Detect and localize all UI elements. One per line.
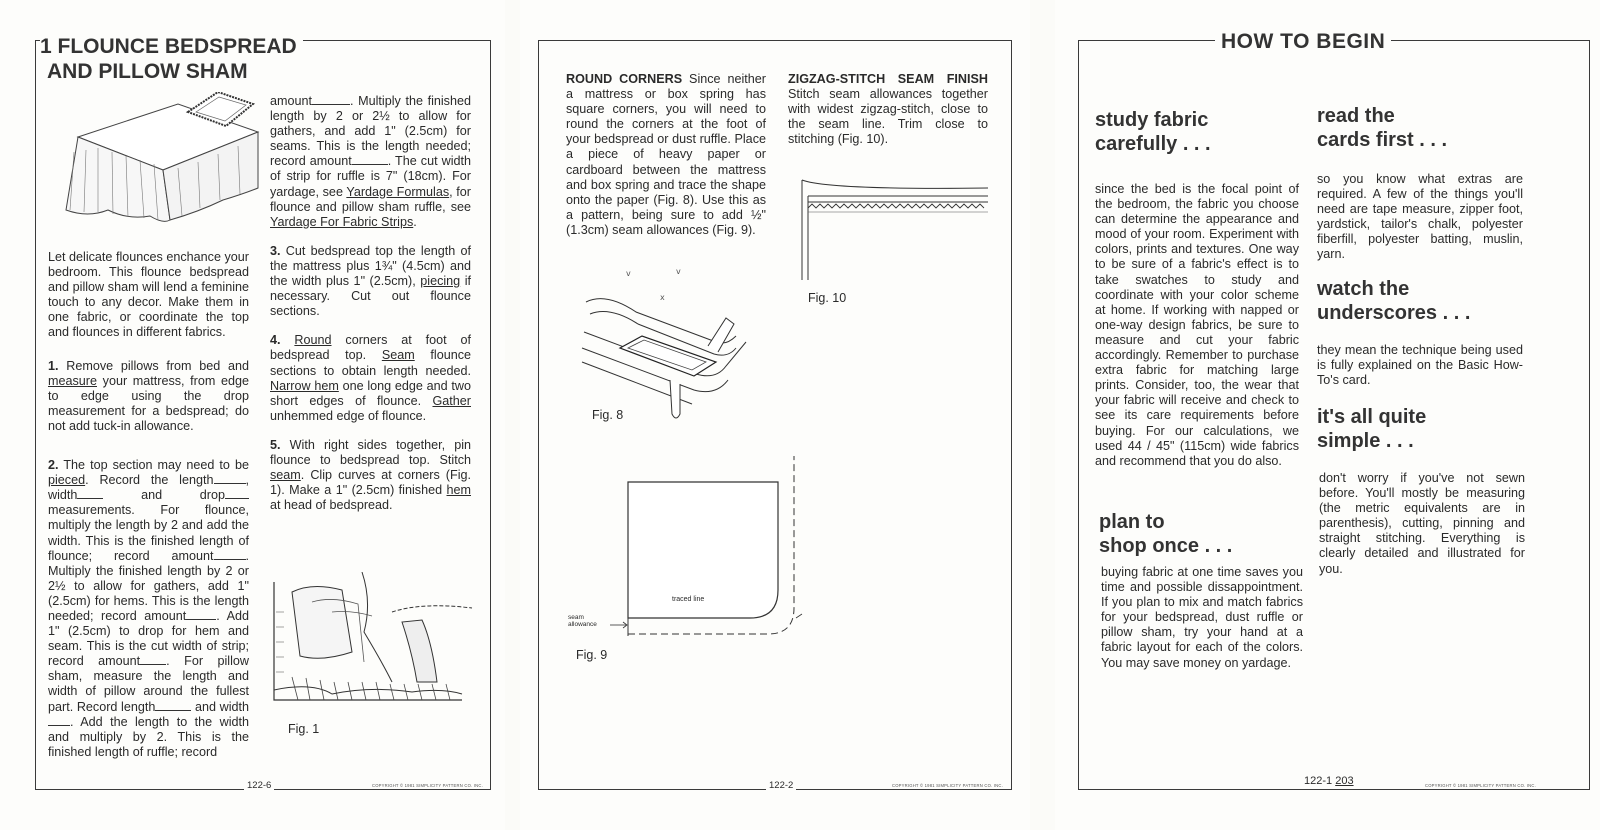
- card1-title-line2: AND PILLOW SHAM: [47, 60, 248, 83]
- step4-text-d: unhemmed edge of flounce.: [270, 408, 427, 423]
- plan-to-shop-heading-line2: shop once . . .: [1099, 535, 1233, 557]
- zigzag-heading: ZIGZAG-STITCH SEAM FINISH: [788, 72, 988, 86]
- card1-step1: [48, 359, 249, 434]
- round-corners-heading: ROUND CORNERS: [566, 72, 683, 86]
- read-cards-heading-line2: cards first . . .: [1317, 129, 1448, 151]
- step5-seam-link[interactable]: seam: [270, 468, 301, 483]
- plan-to-shop-heading: [1099, 510, 1232, 558]
- zigzag-text: Stitch seam allowances together with widest zigzag-stitch, close to the seam line. Trim close to stitching (Fig. 10).: [788, 87, 988, 147]
- step4-seam-link[interactable]: Seam: [381, 348, 415, 363]
- study-fabric-heading-line2: carefully . . .: [1095, 133, 1211, 155]
- simple-heading-line2: simple . . .: [1317, 430, 1414, 452]
- step2-text-f: . Multiply the finished length by 2 or 2½ to allow for gathers, add 1" (2.5cm) for hems. This is the length needed; record amount: [48, 548, 249, 623]
- round-corners-section: [566, 72, 766, 238]
- step1-text-a: Remove pillows from bed and: [66, 358, 249, 373]
- step2-text-d: and drop: [141, 488, 225, 503]
- col2-text-d: , for flounce and pillow sham ruffle, see: [270, 184, 471, 214]
- simple-heading: [1317, 405, 1426, 453]
- zigzag-section: [788, 72, 988, 147]
- simple-text: don't worry if you've not sewn before. You'll mostly be measuring (the metric equivalents are in parenthesis), cutting, pinning and straight stitching. Everything is clearly detailed and illustrated for you.: [1319, 471, 1525, 576]
- plan-to-shop-text: buying fabric at one time saves you time and possible dissappointment. If you plan to mix and match fabrics for your bedspread, dust ruffle or pillow sham, try your hand at a fabric layout for each of the colors. You may save money on yardage.: [1101, 565, 1303, 670]
- fig1-illustration: [272, 572, 477, 717]
- fig9-label: Fig. 9: [576, 648, 608, 662]
- step2-pieced-link[interactable]: pieced: [48, 473, 86, 488]
- traced-line-label: traced line: [672, 596, 705, 603]
- study-fabric-heading: [1095, 108, 1211, 156]
- step5-text-b: . Clip curves at corners (Fig. 1). Make a 1" (2.5cm) finished: [270, 468, 471, 498]
- step3-number: 3.: [270, 243, 281, 258]
- round-corners-text: Since neither a mattress or box spring has square corners, you will need to round the corners at the foot of your bedspread or dust ruffle. Place a piece of heavy paper or cardboard between the mattress and box spring and trace the shape onto the paper (Fig. 8). Use this as a pattern, being sure to add ½" (1.3cm) seam allowances (Fig. 9).: [566, 72, 766, 237]
- card1-step3: [270, 244, 471, 319]
- seam-allowance-label-line1: seam: [568, 614, 584, 621]
- card1-col1: [48, 250, 249, 772]
- svg-text:v: v: [676, 267, 681, 276]
- zigzag-stitch: [808, 204, 984, 208]
- fig10-illustration: [798, 176, 998, 286]
- watch-underscores-heading-line2: underscores . . .: [1317, 302, 1471, 324]
- step3-text-b: if necessary. Cut out flounce sections.: [270, 274, 472, 319]
- card1-copyright: COPYRIGHT © 1981 SIMPLICITY PATTERN CO. INC.: [372, 783, 483, 788]
- study-fabric-text: since the bed is the focal point of the bedroom, the fabric you choose can determine the appearance and mood of your room. Experiment with colors, prints and textures. One way to be sure of a fabric's effect is to take swatches to study and coordinate with your color scheme at home. If working with napped or one-way design fabrics, be sure to measure and cut your fabric accordingly. Remember to purchase extra fabric for matching large prints. Consider, too, the wear that your fabric will receive and check to see its care requirements before buying. For our calculations, we used 44 / 45" (115cm) wide fabrics and recommend that you do also.: [1095, 182, 1299, 468]
- step1-text-b: your mattress, from edge to edge using the drop measurement for a bedspread; do not add tuck-in allowance.: [48, 373, 250, 433]
- card1-step5: [270, 438, 471, 513]
- plan-to-shop-heading-line1: plan to: [1099, 511, 1165, 533]
- step4-text-a: corners at foot of bedspread top.: [270, 333, 471, 363]
- card2-page-number: 122-2: [766, 780, 796, 791]
- fig8-illustration: [576, 262, 786, 432]
- watch-underscores-text: they mean the technique being used is fully explained on the Basic How-To's card.: [1317, 343, 1523, 388]
- read-cards-text: so you know what extras are required. A few of the things you'll need are tape measure, zipper foot, yardstick, tailor's chalk, polyester fiberfill, polyester batting, muslin, yarn.: [1317, 172, 1523, 262]
- card1-col2-continued: [270, 94, 471, 230]
- card1-step4: [270, 333, 471, 424]
- card1-step2: [48, 458, 249, 760]
- fig9-illustration: [568, 452, 808, 642]
- step4-text-c: one long edge and two short edges of flounce.: [270, 378, 471, 408]
- step5-hem-link[interactable]: hem: [446, 483, 471, 498]
- step4-narrow-hem-link[interactable]: Narrow hem: [270, 378, 339, 393]
- step2-text-e: measurements. For flounce, multiply the length by 2 and add the width. This is the finished length of flounce; record amount: [48, 503, 249, 563]
- step2-text-g: . Add 1" (2.5cm) to drop for hem and seam. This is the cut width of strip; record amount: [48, 608, 249, 669]
- watch-underscores-heading-line1: watch the: [1317, 278, 1410, 300]
- card-how-to-begin: [1055, 0, 1600, 830]
- fig10-label: Fig. 10: [808, 291, 847, 305]
- col2-text-b: . Multiply the finished length by 2 or 2½ to allow for gathers, and add 1" (2.5cm) for seams. This is the length needed; record amount: [270, 94, 471, 169]
- step5-text-c: at head of bedspread.: [270, 498, 393, 513]
- card2-copyright: COPYRIGHT © 1981 SIMPLICITY PATTERN CO. INC.: [892, 783, 1003, 788]
- step5-number: 5.: [270, 437, 281, 452]
- fig8-label: Fig. 8: [592, 408, 624, 422]
- step1-measure-link[interactable]: measure: [48, 373, 97, 388]
- seam-allowance-label: [568, 614, 597, 628]
- step4-round-link[interactable]: Round: [294, 333, 332, 348]
- step2-text-b: . Record the length: [85, 473, 214, 488]
- card3-page-number-main: 122-1: [1304, 775, 1333, 787]
- step2-text-a: The top section may need to be: [63, 458, 249, 473]
- card3-copyright: COPYRIGHT © 1981 SIMPLICITY PATTERN CO. INC.: [1425, 783, 1536, 788]
- watch-underscores-heading: [1317, 277, 1470, 325]
- card1-intro: Let delicate flounces enchance your bedroom. This flounce bedspread and pillow sham will lend a feminine touch to any decor. Make them in one fabric, or coordinate the top and flounces in different fabrics.: [48, 250, 249, 340]
- card3-page-number-extra: 203: [1335, 775, 1354, 787]
- traced-paper: [620, 336, 716, 376]
- col2-text-c: . The cut width of strip for ruffle is 7" (18cm). For yardage, see: [270, 154, 471, 199]
- simple-heading-line1: it's all quite: [1317, 406, 1427, 428]
- card-flounce-bedspread: [0, 0, 505, 830]
- fig1-label: Fig. 1: [288, 722, 320, 736]
- card3-title: HOW TO BEGIN: [1215, 30, 1391, 54]
- step4-number: 4.: [270, 333, 281, 348]
- step2-text-i: and width: [194, 699, 249, 714]
- card1-title-line1: 1 FLOUNCE BEDSPREAD: [40, 35, 297, 58]
- step3-piecing-link[interactable]: piecing: [420, 274, 461, 289]
- col2-text-e: .: [413, 214, 417, 229]
- step4-gather-link[interactable]: Gather: [432, 393, 471, 408]
- card1-page-number: 122-6: [244, 780, 274, 791]
- read-cards-heading: [1317, 104, 1447, 152]
- step2-text-j: . Add the length to the width and multiply by 2. This is the finished length of ruffle; record: [48, 714, 249, 759]
- card-round-corners: [520, 0, 1030, 830]
- seam-allowance-label-line2: allowance: [568, 621, 597, 628]
- step2-text-c: , width: [48, 473, 249, 503]
- svg-text:v: v: [626, 269, 631, 278]
- bed-illustration: [58, 92, 263, 242]
- step5-text-a: With right sides together, pin flounce to bedspread top. Stitch: [270, 437, 472, 467]
- svg-text:x: x: [660, 293, 665, 302]
- yardage-fabric-strips-link[interactable]: Yardage For Fabric Strips: [270, 214, 414, 229]
- col2-text-a: amount: [270, 94, 313, 108]
- step2-text-h: . For pillow sham, measure the length and width of pillow around the fullest part. Record length: [48, 654, 249, 714]
- card3-page-number: [1301, 775, 1357, 787]
- read-cards-heading-line1: read the: [1317, 105, 1395, 127]
- yardage-formulas-link[interactable]: Yardage Formulas: [346, 184, 450, 199]
- step3-text-a: Cut bedspread top the length of the mattress plus 1¾" (4.5cm) and the width plus 1" (2.5cm),: [270, 243, 471, 289]
- step2-number: 2.: [48, 458, 59, 473]
- study-fabric-heading-line1: study fabric: [1095, 109, 1209, 131]
- step1-number: 1.: [48, 358, 59, 373]
- step4-text-b: flounce sections to obtain length needed.: [270, 348, 472, 378]
- card1-title: [40, 34, 303, 84]
- card1-col2: [270, 94, 471, 525]
